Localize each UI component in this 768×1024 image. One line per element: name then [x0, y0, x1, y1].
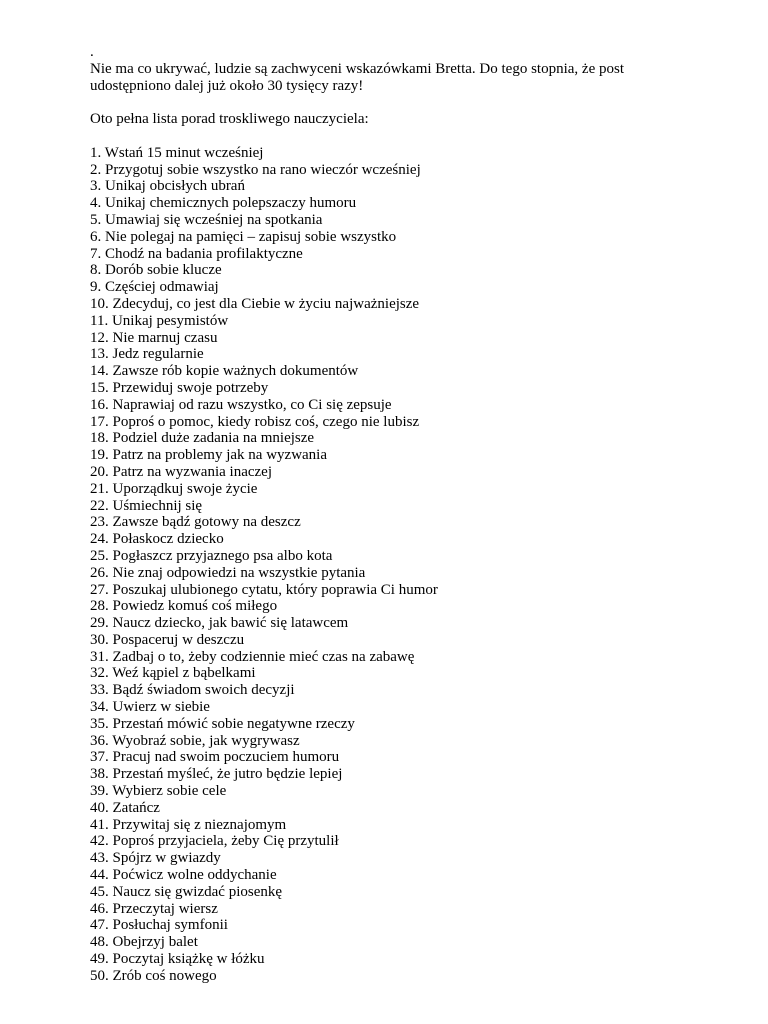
- tip-item: 8. Dorób sobie klucze: [90, 262, 222, 279]
- tip-item: 11. Unikaj pesymistów: [90, 312, 229, 329]
- tip-item: 35. Przestań mówić sobie negatywne rzeczy: [90, 715, 355, 732]
- tip-item: 32. Weź kąpiel z bąbelkami: [90, 665, 256, 682]
- tip-item: 7. Chodź na badania profilaktyczne: [90, 245, 303, 262]
- tip-item: 48. Obejrzyj balet: [90, 934, 198, 951]
- tip-item: 46. Przeczytaj wiersz: [90, 900, 218, 917]
- intro-line: udostępniono dalej już około 30 tysięcy razy!: [90, 77, 364, 94]
- tip-item: 29. Naucz dziecko, jak bawić się latawcem: [90, 615, 349, 632]
- tip-item: 39. Wybierz sobie cele: [90, 783, 227, 800]
- tip-item: 36. Wyobraź sobie, jak wygrywasz: [90, 732, 300, 749]
- tip-item: 5. Umawiaj się wcześniej na spotkania: [90, 211, 323, 228]
- tip-item: 40. Zatańcz: [90, 799, 160, 816]
- tip-item: 17. Poproś o pomoc, kiedy robisz coś, czego nie lubisz: [90, 413, 420, 430]
- tip-item: 41. Przywitaj się z nieznajomym: [90, 816, 287, 833]
- tip-item: 10. Zdecyduj, co jest dla Ciebie w życiu najważniejsze: [90, 295, 420, 312]
- tip-item: 33. Bądź świadom swoich decyzji: [90, 682, 295, 699]
- tip-item: 3. Unikaj obcisłych ubrań: [90, 178, 245, 195]
- tip-item: 24. Połaskocz dziecko: [90, 531, 224, 548]
- tip-item: 9. Częściej odmawiaj: [90, 279, 219, 296]
- tip-item: 47. Posłuchaj symfonii: [90, 917, 228, 934]
- tip-item: 14. Zawsze rób kopie ważnych dokumentów: [90, 363, 359, 380]
- tip-item: 23. Zawsze bądź gotowy na deszcz: [90, 514, 301, 531]
- tip-item: 25. Pogłaszcz przyjaznego psa albo kota: [90, 547, 333, 564]
- paragraph-spacer: [90, 128, 750, 145]
- intro-line: Nie ma co ukrywać, ludzie są zachwyceni wskazówkami Bretta. Do tego stopnia, że post: [90, 60, 624, 77]
- tip-item: 4. Unikaj chemicznych polepszaczy humoru: [90, 195, 357, 212]
- tip-item: 15. Przewiduj swoje potrzeby: [90, 379, 269, 396]
- tip-item: 2. Przygotuj sobie wszystko na rano wieczór wcześniej: [90, 161, 421, 178]
- tip-item: 49. Poczytaj książkę w łóżku: [90, 951, 265, 968]
- tips-list: [90, 145, 750, 985]
- tip-item: 13. Jedz regularnie: [90, 346, 204, 363]
- paragraph-spacer: [90, 94, 750, 111]
- tip-item: 6. Nie polegaj na pamięci – zapisuj sobie wszystko: [90, 228, 397, 245]
- tip-item: 28. Powiedz komuś coś miłego: [90, 598, 278, 615]
- tip-item: 38. Przestań myśleć, że jutro będzie lepiej: [90, 766, 343, 783]
- tip-item: 12. Nie marnuj czasu: [90, 329, 218, 346]
- intro-paragraph: [90, 61, 750, 95]
- tip-item: 42. Poproś przyjaciela, żeby Cię przytulił: [90, 833, 339, 850]
- tip-item: 21. Uporządkuj swoje życie: [90, 480, 258, 497]
- tip-item: 16. Naprawiaj od razu wszystko, co Ci się zepsuje: [90, 396, 392, 413]
- tip-item: 19. Patrz na problemy jak na wyzwania: [90, 447, 328, 464]
- document-page: [90, 44, 750, 985]
- tip-item: 27. Poszukaj ulubionego cytatu, który poprawia Ci humor: [90, 581, 438, 598]
- tip-item: 31. Zadbaj o to, żeby codziennie mieć czas na zabawę: [90, 648, 415, 665]
- tip-item: 43. Spójrz w gwiazdy: [90, 850, 221, 867]
- leading-mark: .: [90, 44, 94, 60]
- tip-item: 1. Wstań 15 minut wcześniej: [90, 144, 264, 161]
- tip-item: 44. Poćwicz wolne oddychanie: [90, 867, 277, 884]
- tip-item: 18. Podziel duże zadania na mniejsze: [90, 430, 315, 447]
- list-heading: Oto pełna lista porad troskliwego nauczyciela:: [90, 111, 369, 128]
- tip-item: 30. Pospaceruj w deszczu: [90, 631, 245, 648]
- tip-item: 34. Uwierz w siebie: [90, 699, 210, 716]
- tip-item: 50. Zrób coś nowego: [90, 967, 217, 984]
- tip-item: 37. Pracuj nad swoim poczuciem humoru: [90, 749, 340, 766]
- tip-item: 22. Uśmiechnij się: [90, 497, 203, 514]
- tip-item: 26. Nie znaj odpowiedzi na wszystkie pytania: [90, 564, 366, 581]
- tip-item: 20. Patrz na wyzwania inaczej: [90, 463, 272, 480]
- tip-item: 45. Naucz się gwizdać piosenkę: [90, 883, 283, 900]
